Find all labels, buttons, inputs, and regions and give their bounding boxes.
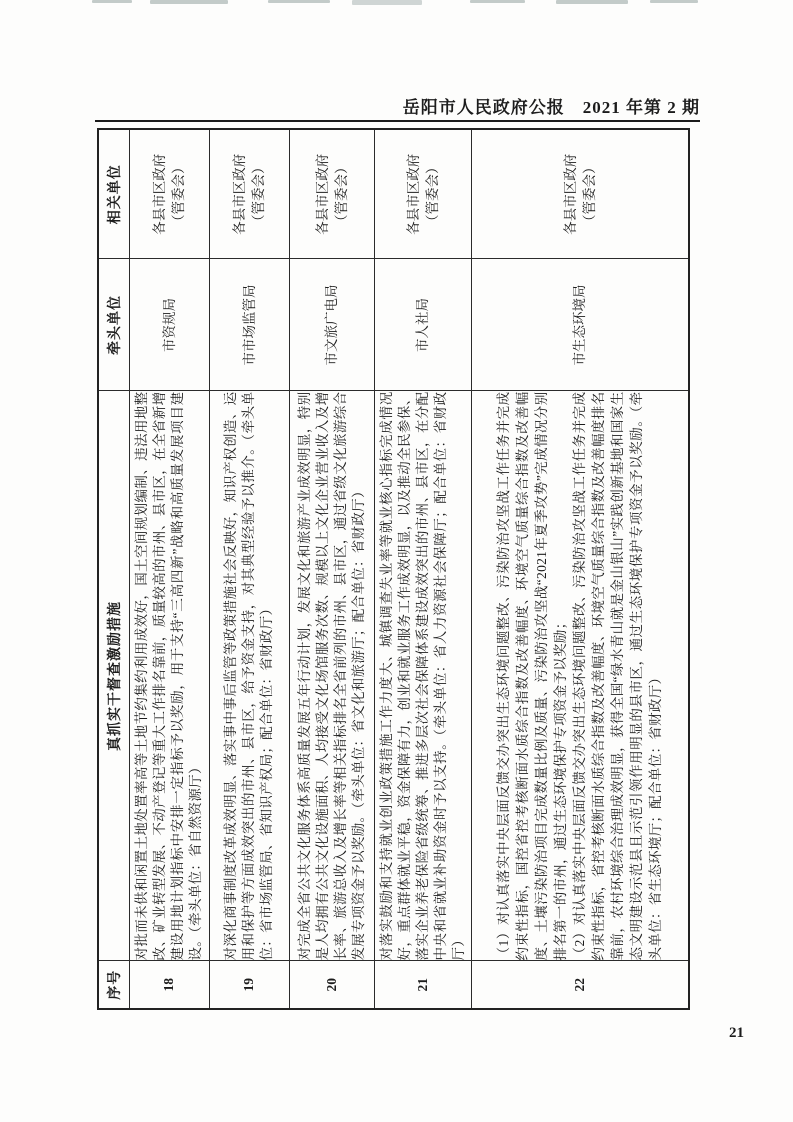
- measures-header-cell: 真抓实干督查激励措施: [98, 391, 129, 961]
- lead-unit-cell: 市资规局: [129, 259, 209, 391]
- page-number: 21: [729, 1025, 744, 1041]
- related-unit-line: （管委会）: [424, 160, 440, 228]
- scan-artifact: [268, 0, 330, 3]
- related-unit-cell: [209, 129, 289, 259]
- seq-cell: 20: [289, 961, 374, 1009]
- measure-cell: [209, 391, 289, 961]
- table-row: [471, 129, 689, 1009]
- lead-unit-header-cell: 牵头单位: [98, 259, 129, 391]
- related-unit-line: 各县市区政府: [562, 153, 578, 235]
- measure-cell: [471, 391, 689, 961]
- measure-paragraph: 对批而未供和闲置土地处置率高等土地节约集约利用成效好，国土空间规划编制、违法用地整改、矿业转型发展、不动产登记等重大工作排名靠前，质量较高的市州、县市区，在全省新增建设用地计划指标中安排一定指标予以奖励，用于支持“三高四新”战略和高质量发展项目建设。（牵头单位：省自然资源厅）: [134, 391, 203, 961]
- related-unit-line: （管委会）: [251, 160, 266, 228]
- seq-cell: 18: [129, 961, 209, 1009]
- scan-artifact: [470, 0, 525, 3]
- seq-cell: 19: [209, 961, 289, 1009]
- scan-artifact: [556, 0, 628, 4]
- measure-paragraph: 对完成全省公共文化服务体系高质量发展五年行动计划，发展文化和旅游产业成效明显，特别是人均拥有公共文化设施面积、人均接受文化场馆服务次数、规模以上文化企业营业收入及增长率、旅游总收入及增长率等相关指标排名全省前列的市州、县市区，通过省级文化旅游综合发展专项资金予以奖励。（牵头单位：省文化和旅游厅；配合单位：省财政厅）: [296, 391, 366, 961]
- table-row: [374, 129, 471, 1009]
- related-unit-header-cell: 相关单位: [98, 129, 129, 259]
- seq-header-cell: 序号: [98, 961, 129, 1009]
- lead-unit-cell: 市文旅广电局: [289, 259, 374, 391]
- table-landscape-wrapper: [97, 130, 688, 1010]
- seq-cell: 22: [471, 961, 689, 1009]
- lead-unit-cell: 市生态环境局: [471, 259, 689, 391]
- measure-paragraph: （2）对认真落实中央层面反馈交办突出生态环境问题整改、污染防治攻坚战工作任务并完成约束性指标，省控考核断面水质综合指数及改善幅度、环境空气质量综合指数及改善幅度排名靠前，农村环境综合治理成效明显，获得全国“绿水青山就是金山银山”实践创新基地和国家生态文明建设示范县且示范引领作用明显的县市区，通过生态环境保护专项资金予以奖励。（牵头单位：省生态环境厅；配合单位：省财政厅）: [572, 391, 664, 961]
- table-row: [289, 129, 374, 1009]
- rotated-table-region: [97, 130, 688, 1010]
- seq-cell: 21: [374, 961, 471, 1009]
- related-unit-line: 各县市区政府: [232, 153, 247, 235]
- measure-cell: [289, 391, 374, 961]
- page-header-title: 岳阳市人民政府公报 2021 年第 2 期: [402, 98, 700, 117]
- table-header-row: [98, 129, 129, 1009]
- measure-cell: [374, 391, 471, 961]
- related-unit-cell: [129, 129, 209, 259]
- scan-artifact: [92, 0, 132, 3]
- related-unit-line: （管委会）: [171, 160, 186, 228]
- header-rule: [95, 120, 700, 122]
- scan-artifact: [150, 0, 228, 4]
- related-unit-cell: [374, 129, 471, 259]
- related-unit-line: 各县市区政府: [405, 153, 421, 235]
- related-unit-cell: [289, 129, 374, 259]
- measure-paragraph: 对深化商事制度改革成效明显、落实事中事后监管等政策措施社会反映好，知识产权创造、运用和保护等方面成效突出的市州、县市区，给予资金支持，对其典型经验予以推介。（牵头单位：省市场监管局、省知识产权局；配合单位：省财政厅）: [223, 391, 274, 961]
- table-row: [129, 129, 209, 1009]
- measure-paragraph: 对落实鼓励和支持就业创业政策措施工作力度大、城镇调查失业率等就业核心指标完成情况好，重点群体就业平稳，资金保障有力，创业和就业服务工作成效明显，以及推动全民参保、落实企业养老保险省级统筹、推进多层次社会保障体系建设成效突出的市州、县市区，在分配中央和省就业补助资金时予以支持。（牵头单位：省人力资源社会保障厅；配合单位：省财政厅）: [378, 391, 466, 961]
- scan-artifact: [352, 0, 422, 5]
- measure-cell: [129, 391, 209, 961]
- related-unit-cell: [471, 129, 689, 259]
- related-unit-line: （管委会）: [333, 160, 349, 228]
- gazette-table: [97, 128, 690, 1010]
- lead-unit-cell: 市人社局: [374, 259, 471, 391]
- lead-unit-cell: 市市场监管局: [209, 259, 289, 391]
- measure-paragraph: （1）对认真落实中央层面反馈交办突出生态环境问题整改、污染防治攻坚战工作任务并完成约束性指标，国控省控考核断面水质综合指数及改善幅度、环境空气质量综合指数及改善幅度、土壤污染防治项目完成数量比例及质量、污染防治攻坚战“2021年夏季攻势”完成情况分别排名第一的市州，通过生态环境保护专项资金予以奖励；: [496, 391, 569, 961]
- scan-artifact: [650, 0, 698, 3]
- related-unit-line: 各县市区政府: [152, 153, 167, 235]
- related-unit-line: 各县市区政府: [314, 153, 330, 235]
- related-unit-line: （管委会）: [581, 160, 597, 228]
- table-row: [209, 129, 289, 1009]
